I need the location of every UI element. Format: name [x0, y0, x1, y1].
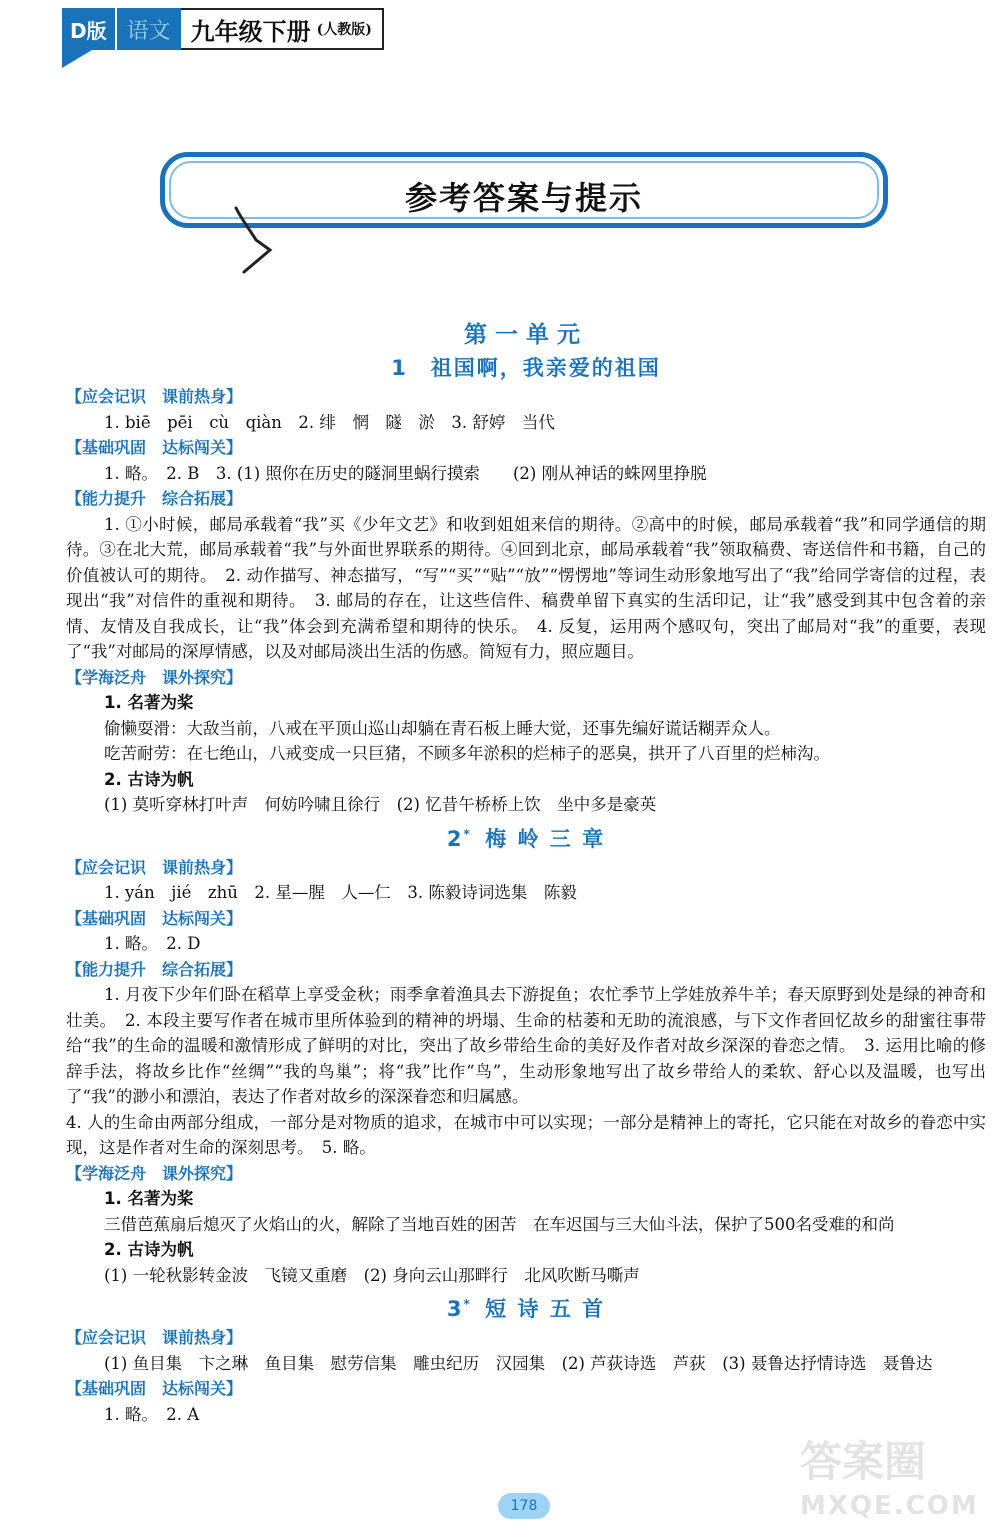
section-heading: 【应会记识 课前热身】	[66, 857, 243, 877]
answer-text: (1) 一轮秋影转金波 飞镜又重磨 (2) 身向云山那畔行 北风吹断马嘶声	[104, 1265, 640, 1285]
watermark-logo	[800, 1437, 979, 1528]
sub-heading: 2. 古诗为帆	[104, 769, 194, 789]
sub-heading: 1. 名著为桨	[104, 1189, 194, 1208]
book-header	[62, 8, 384, 50]
grade-text: 九年级下册	[190, 16, 311, 46]
page-title: 参考答案与提示	[404, 179, 643, 217]
section-heading: 【能力提升 综合拓展】	[66, 489, 243, 508]
edition-text: (人教版)	[316, 22, 372, 38]
section-heading: 【基础巩固 达标闯关】	[66, 908, 243, 928]
answer-text: 三借芭蕉扇后熄灭了火焰山的火，解除了当地百姓的困苦 在车迟国与三大仙斗法，保护了500名受难的和尚	[104, 1214, 895, 1234]
watermark-url: MXQE.COM	[800, 1491, 979, 1521]
section-heading: 【应会记识 课前热身】	[66, 1328, 243, 1347]
lesson-name: 梅 岭 三 章	[485, 826, 606, 851]
lesson-1-title: 1 祖国啊，我亲爱的祖国	[391, 356, 661, 380]
pen-decoration-icon	[232, 200, 278, 276]
watermark-text: 答案圈	[800, 1437, 927, 1486]
answer-text: 1. 略。 2. D	[104, 934, 201, 953]
sub-heading: 2. 古诗为帆	[104, 1240, 194, 1259]
answer-text: 1. ①小时候，邮局承载着“我”买《少年文艺》和收到姐姐来信的期待。②高中的时候，邮局承载着“我”和同学通信的期待。③在北大荒，邮局承载着“我”与外面世界联系的期待。④回到北京，邮局承载着“我”领取稿费、寄送信件和书籍，自己的价值被认可的期待。 2. 动作描写、神态描写，“写”“买”“贴”“放”“愣愣地”等词生动形象地写出了“我”给同学寄信的过程，表现出“我”对信件的重视和期待。 3. 邮局的存在，让这些信件、稿费单留下真实的生活印记，让“我”感受到其中包含着的亲情、友情及自我成长，让“我”体会到充满希望和期待的快乐。 4. 反复，运用两个感叹句，突出了邮局对“我”的重要，表现了“我”对邮局的深厚情感，以及对邮局淡出生活的伤感。简短有力，照应题目。	[66, 514, 986, 661]
page-number: 178	[498, 1493, 550, 1519]
section-heading: 【基础巩固 达标闯关】	[66, 1379, 243, 1398]
lesson-3-title	[66, 1288, 986, 1325]
grade-label	[181, 8, 384, 50]
section-heading: 【应会记识 课前热身】	[66, 387, 243, 406]
answer-text: 1. 略。 2. A	[104, 1404, 200, 1424]
unit-title: 第一单元	[464, 322, 588, 348]
optional-star: *	[463, 826, 472, 841]
section-heading: 【能力提升 综合拓展】	[66, 959, 243, 979]
answer-text: 吃苦耐劳：在七绝山，八戒变成一只巨猪，不顾多年淤积的烂柿子的恶臭，拱开了八百里的烂柿沟。	[104, 744, 830, 763]
section-heading: 【基础巩固 达标闯关】	[66, 438, 243, 457]
answer-text: 1. 月夜下少年们卧在稻草上享受金秋；雨季拿着渔具去下游捉鱼；农忙季节上学娃放养牛羊；春天原野到处是绿的神奇和壮美。 2. 本段主要写作者在城市里所体验到的精神的坍塌、生命的枯萎和无助的流浪感，与下文作者回忆故乡的甜蜜往事带给“我”的生命的温暖和激情形成了鲜明的对比，突出了故乡带给生命的美好及作者对故乡深深的眷恋之情。 3. 运用比喻的修辞手法，将故乡比作“丝绸”“我的鸟巢”；将“我”比作“鸟”，生动形象地写出了故乡带给人的柔软、舒心以及温暖，也写出了“我”的渺小和漂泊，表达了作者对故乡的深深眷恋和归属感。	[66, 985, 986, 1106]
answer-text: 4. 人的生命由两部分组成，一部分是对物质的追求，在城市中可以实现；一部分是精神上的寄托，它只能在对故乡的眷恋中实现，这是作者对生命的深刻思考。 5. 略。	[66, 1112, 986, 1157]
lesson-number: 2	[446, 826, 464, 851]
answer-text: (1) 鱼目集 卞之琳 鱼目集 慰劳信集 雕虫纪历 汉园集 (2) 芦荻诗选 芦荻 (3) 聂鲁达抒情诗选 聂鲁达	[104, 1353, 933, 1373]
section-heading: 【学海泛舟 课外探究】	[66, 1163, 243, 1183]
answer-text: (1) 莫听穿林打叶声 何妨吟啸且徐行 (2) 忆昔午桥桥上饮 坐中多是豪英	[104, 795, 657, 814]
edition-badge: D版	[62, 8, 115, 50]
sub-heading: 1. 名著为桨	[104, 693, 194, 712]
lesson-2-title	[66, 818, 986, 855]
subject-badge: 语文	[115, 8, 181, 50]
lesson-name: 短 诗 五 首	[485, 1297, 606, 1321]
answer-content	[66, 318, 986, 1427]
answer-text: 1. biē pēi cù qiàn 2. 绯 惘 隧 淤 3. 舒婷 当代	[104, 412, 555, 432]
lesson-number: 3	[446, 1297, 464, 1321]
answer-text: 1. yán jié zhū 2. 星—腥 人—仁 3. 陈毅诗词选集 陈毅	[104, 883, 577, 902]
optional-star: *	[463, 1297, 472, 1311]
answer-text: 偷懒耍滑：大敌当前，八戒在平顶山巡山却躺在青石板上睡大觉，还事先编好谎话糊弄众人。	[104, 718, 781, 738]
answer-text: 1. 略。 2. B 3. (1) 照你在历史的隧洞里蜗行摸索 (2) 刚从神话的蛛网里挣脱	[104, 463, 707, 483]
section-heading: 【学海泛舟 课外探究】	[66, 667, 243, 687]
